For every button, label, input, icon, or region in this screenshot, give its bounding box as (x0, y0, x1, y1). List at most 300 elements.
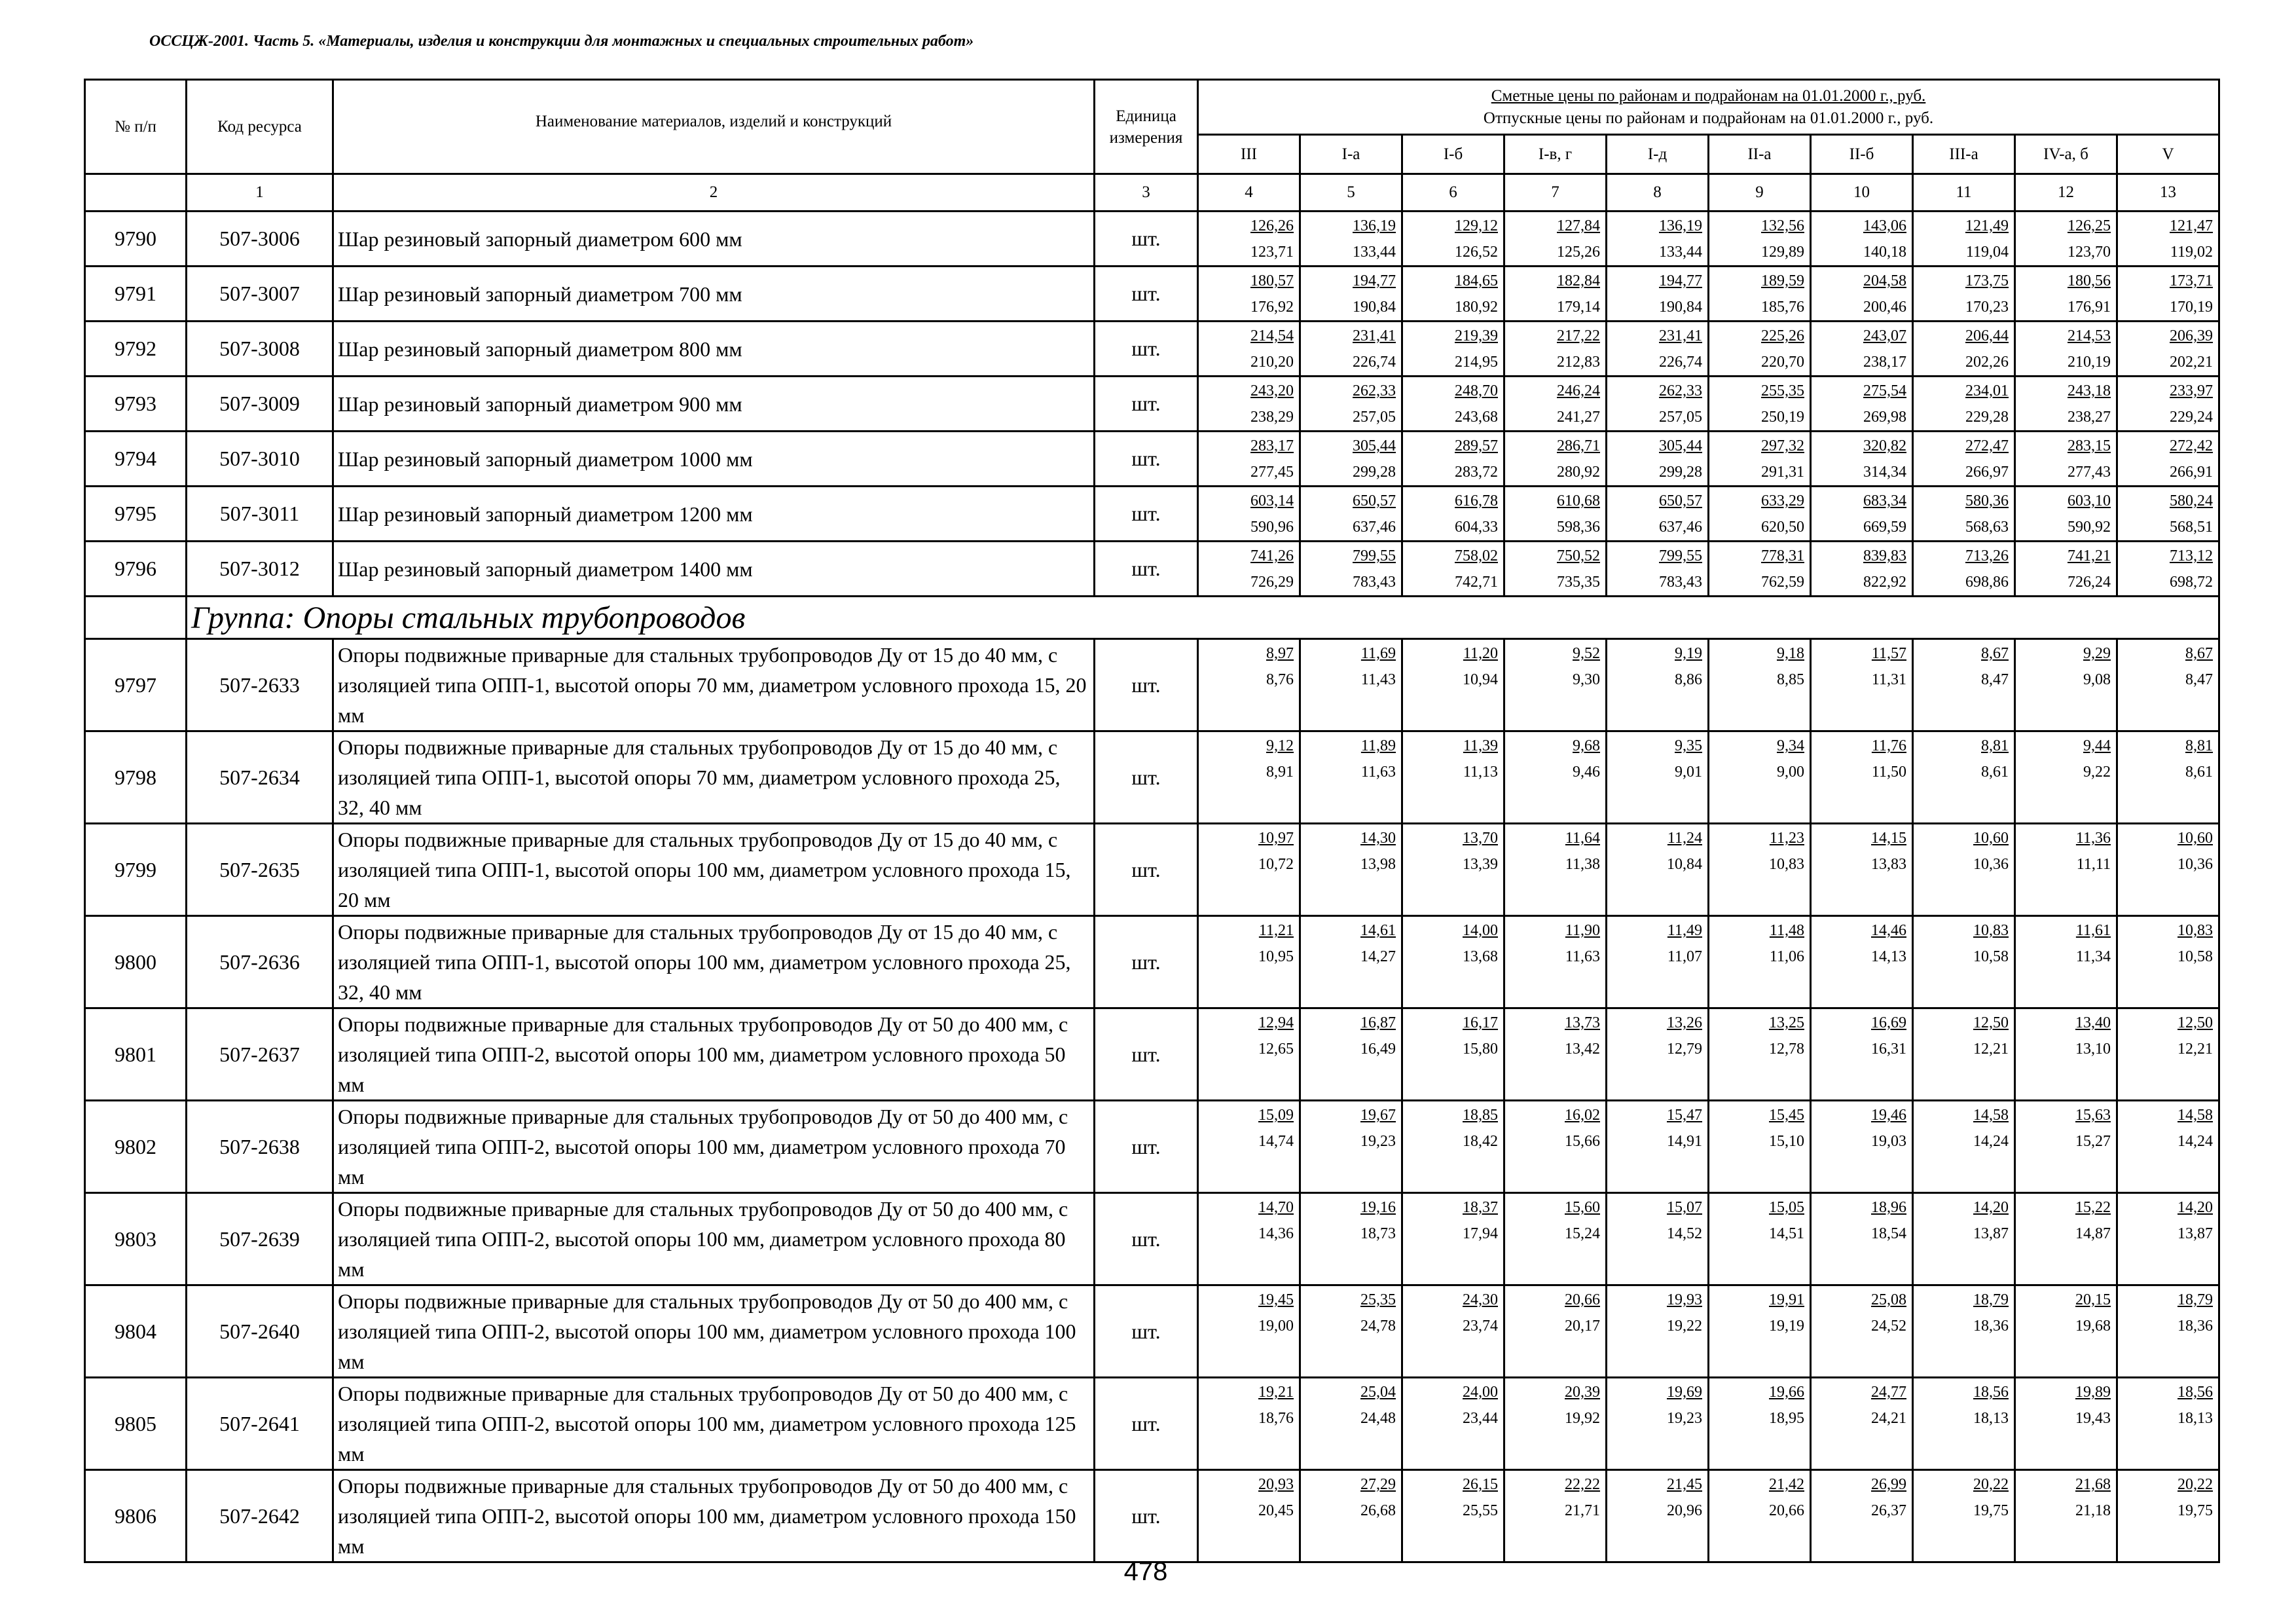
estimated-price: 136,19 (1353, 217, 1396, 234)
estimated-price: 11,39 (1463, 737, 1498, 754)
price-cell (1198, 432, 1300, 487)
price-cell (1300, 639, 1402, 731)
price-cell (1198, 916, 1300, 1008)
estimated-price: 13,70 (1463, 830, 1498, 847)
unit-of-measure: шт. (1095, 731, 1198, 824)
release-price: 19,22 (1667, 1318, 1702, 1335)
release-price: 18,36 (1973, 1318, 2009, 1335)
price-cell (1709, 212, 1811, 267)
release-price: 15,24 (1565, 1225, 1600, 1242)
table-row (85, 267, 2219, 322)
release-price: 15,80 (1463, 1041, 1498, 1058)
release-price: 11,34 (2075, 948, 2111, 965)
price-cell (1198, 487, 1300, 542)
price-cell (1198, 1008, 1300, 1101)
price-table (84, 79, 2220, 1563)
table-row (85, 824, 2219, 916)
release-price: 20,17 (1565, 1318, 1600, 1335)
release-price: 10,95 (1258, 948, 1294, 965)
estimated-price: 10,97 (1258, 830, 1294, 847)
release-price: 14,51 (1769, 1225, 1804, 1242)
price-cell (1504, 1193, 1607, 1285)
price-cell (1913, 639, 2015, 731)
unit-of-measure: шт. (1095, 267, 1198, 322)
price-cell (1300, 267, 1402, 322)
release-price: 126,52 (1455, 244, 1498, 261)
column-number: 8 (1607, 174, 1709, 212)
release-price: 8,76 (1266, 671, 1294, 688)
price-cell (1913, 432, 2015, 487)
estimated-price: 20,15 (2075, 1291, 2111, 1308)
estimated-price: 233,97 (2170, 382, 2214, 399)
item-name: Опоры подвижные приварные для стальных трубопроводов Ду от 50 до 400 мм, с изоляцией типа ОПП-2, высотой опоры 100 мм, диаметром условного прохода 50 мм (333, 1008, 1095, 1101)
estimated-price: 173,75 (1965, 272, 2009, 289)
price-cell (2015, 322, 2117, 377)
estimated-price: 25,35 (1360, 1291, 1396, 1308)
release-price: 11,31 (1871, 671, 1906, 688)
unit-of-measure: шт. (1095, 1285, 1198, 1378)
estimated-price: 132,56 (1761, 217, 1804, 234)
release-price: 8,47 (2185, 671, 2214, 688)
estimated-price: 214,53 (2068, 327, 2111, 344)
estimated-price: 15,45 (1769, 1107, 1804, 1124)
column-number: 10 (1811, 174, 1913, 212)
release-price: 11,06 (1769, 948, 1804, 965)
row-number: 9806 (85, 1470, 187, 1562)
release-price: 10,36 (2178, 856, 2214, 873)
release-price: 129,89 (1761, 244, 1804, 261)
price-cell (2015, 916, 2117, 1008)
release-price: 202,21 (2170, 354, 2214, 371)
table-row (85, 1008, 2219, 1101)
estimated-price: 580,24 (2170, 492, 2214, 509)
price-cell (1811, 487, 1913, 542)
item-name: Опоры подвижные приварные для стальных трубопроводов Ду от 50 до 400 мм, с изоляцией типа ОПП-2, высотой опоры 100 мм, диаметром условного прохода 125 мм (333, 1378, 1095, 1470)
estimated-price: 14,58 (1973, 1107, 2009, 1124)
price-cell (1300, 542, 1402, 597)
release-price: 9,08 (2083, 671, 2111, 688)
column-header-prices (1198, 80, 2219, 135)
estimated-price: 10,83 (1973, 922, 2009, 939)
release-price: 14,91 (1667, 1133, 1702, 1150)
estimated-price: 10,60 (1973, 830, 2009, 847)
estimated-price: 173,71 (2170, 272, 2214, 289)
price-cell (1607, 916, 1709, 1008)
estimated-price: 650,57 (1353, 492, 1396, 509)
release-price: 10,58 (2178, 948, 2214, 965)
release-price: 21,18 (2075, 1502, 2111, 1519)
release-price: 123,70 (2068, 244, 2111, 261)
estimated-price: 11,36 (2075, 830, 2111, 847)
item-name: Шар резиновый запорный диаметром 900 мм (333, 377, 1095, 432)
price-cell (1402, 639, 1504, 731)
price-cell (1504, 916, 1607, 1008)
unit-of-measure: шт. (1095, 1470, 1198, 1562)
estimated-price: 9,68 (1573, 737, 1600, 754)
estimated-price: 11,69 (1360, 645, 1396, 662)
item-name: Шар резиновый запорный диаметром 1200 мм (333, 487, 1095, 542)
estimated-price: 204,58 (1863, 272, 1906, 289)
estimated-price: 650,57 (1659, 492, 1702, 509)
price-cell (1300, 212, 1402, 267)
price-cell (1607, 639, 1709, 731)
estimated-price: 633,29 (1761, 492, 1804, 509)
row-number: 9805 (85, 1378, 187, 1470)
price-cell (1811, 1193, 1913, 1285)
estimated-price: 603,10 (2068, 492, 2111, 509)
release-price: 12,79 (1667, 1041, 1702, 1058)
price-cell (1402, 1378, 1504, 1470)
estimated-price: 14,15 (1871, 830, 1906, 847)
price-cell (1913, 1008, 2015, 1101)
resource-code: 507-3006 (187, 212, 333, 267)
price-cell (1300, 916, 1402, 1008)
estimated-price: 603,14 (1250, 492, 1294, 509)
estimated-price: 272,42 (2170, 437, 2214, 454)
estimated-price: 24,30 (1463, 1291, 1498, 1308)
item-name: Опоры подвижные приварные для стальных трубопроводов Ду от 15 до 40 мм, с изоляцией типа ОПП-1, высотой опоры 100 мм, диаметром условного прохода 15, 20 мм (333, 824, 1095, 916)
estimated-price: 320,82 (1863, 437, 1906, 454)
column-header-name: Наименование материалов, изделий и конструкций (333, 80, 1095, 174)
release-price: 14,24 (2178, 1133, 2214, 1150)
release-price: 637,46 (1659, 519, 1702, 536)
price-cell (1402, 1193, 1504, 1285)
release-price: 212,83 (1557, 354, 1600, 371)
release-price: 238,17 (1863, 354, 1906, 371)
table-row (85, 377, 2219, 432)
price-cell (1504, 1008, 1607, 1101)
price-cell (1709, 1101, 1811, 1193)
price-cell (1709, 1285, 1811, 1378)
price-cell (2015, 212, 2117, 267)
release-price: 266,91 (2170, 464, 2214, 481)
price-cell (1811, 639, 1913, 731)
table-row (85, 322, 2219, 377)
release-price: 119,02 (2170, 244, 2214, 261)
resource-code: 507-3009 (187, 377, 333, 432)
price-cell (1709, 639, 1811, 731)
release-price: 14,52 (1667, 1225, 1702, 1242)
release-price: 314,34 (1863, 464, 1906, 481)
column-header-code: Код ресурса (187, 80, 333, 174)
price-cell (1300, 1008, 1402, 1101)
estimated-price: 225,26 (1761, 327, 1804, 344)
resource-code: 507-3012 (187, 542, 333, 597)
price-cell (2015, 1285, 2117, 1378)
release-price: 8,61 (2185, 764, 2214, 781)
column-number: 6 (1402, 174, 1504, 212)
estimated-price: 126,25 (2068, 217, 2111, 234)
price-cell (1402, 542, 1504, 597)
estimated-price: 14,30 (1360, 830, 1396, 847)
price-cell (1402, 377, 1504, 432)
estimated-price: 13,26 (1667, 1014, 1702, 1031)
price-cell (1198, 322, 1300, 377)
item-name: Опоры подвижные приварные для стальных трубопроводов Ду от 50 до 400 мм, с изоляцией типа ОПП-2, высотой опоры 100 мм, диаметром условного прохода 70 мм (333, 1101, 1095, 1193)
release-price: 226,74 (1659, 354, 1702, 371)
price-cell (1300, 322, 1402, 377)
estimated-price: 19,66 (1769, 1384, 1804, 1401)
estimated-price: 16,17 (1463, 1014, 1498, 1031)
release-price: 13,68 (1463, 948, 1498, 965)
release-price: 119,04 (1965, 244, 2009, 261)
release-price: 24,48 (1360, 1410, 1396, 1427)
price-cell (1811, 322, 1913, 377)
release-price: 229,28 (1965, 409, 2009, 426)
column-number: 12 (2015, 174, 2117, 212)
page-number: 478 (1123, 1557, 1168, 1586)
estimated-price: 182,84 (1557, 272, 1600, 289)
price-cell (1811, 916, 1913, 1008)
resource-code: 507-3010 (187, 432, 333, 487)
table-row (85, 212, 2219, 267)
estimated-price: 799,55 (1659, 547, 1702, 564)
release-price: 604,33 (1455, 519, 1498, 536)
release-price: 18,54 (1871, 1225, 1906, 1242)
release-price: 13,98 (1360, 856, 1396, 873)
release-price: 190,84 (1353, 299, 1396, 316)
estimated-price: 19,45 (1258, 1291, 1294, 1308)
release-price: 19,23 (1360, 1133, 1396, 1150)
estimated-price: 19,21 (1258, 1384, 1294, 1401)
release-price: 23,44 (1463, 1410, 1498, 1427)
estimated-price: 121,49 (1965, 217, 2009, 234)
region-header: III-а (1913, 135, 2015, 174)
release-price: 8,86 (1675, 671, 1702, 688)
price-cell (1402, 1101, 1504, 1193)
estimated-price: 26,15 (1463, 1476, 1498, 1493)
release-price: 590,96 (1250, 519, 1294, 536)
release-price: 9,30 (1573, 671, 1600, 688)
unit-of-measure: шт. (1095, 487, 1198, 542)
release-price: 220,70 (1761, 354, 1804, 371)
release-price: 243,68 (1455, 409, 1498, 426)
release-price: 14,36 (1258, 1225, 1294, 1242)
price-cell (1607, 1378, 1709, 1470)
price-cell (1811, 542, 1913, 597)
release-price: 8,91 (1266, 764, 1294, 781)
estimated-price: 18,56 (2178, 1384, 2214, 1401)
price-cell (2015, 1101, 2117, 1193)
region-header: I-в, г (1504, 135, 1607, 174)
estimated-price: 283,17 (1250, 437, 1294, 454)
release-price: 277,43 (2068, 464, 2111, 481)
price-cell (1913, 542, 2015, 597)
release-price: 13,87 (2178, 1225, 2214, 1242)
release-price: 179,14 (1557, 299, 1600, 316)
release-price: 822,92 (1863, 574, 1906, 591)
release-price: 11,38 (1565, 856, 1600, 873)
estimated-price: 11,90 (1565, 922, 1600, 939)
price-cell (2117, 487, 2219, 542)
estimated-price: 189,59 (1761, 272, 1804, 289)
header-row-1 (85, 80, 2219, 135)
estimated-price: 262,33 (1353, 382, 1396, 399)
price-cell (1811, 1101, 1913, 1193)
estimated-price: 21,42 (1769, 1476, 1804, 1493)
release-price: 11,07 (1667, 948, 1702, 965)
release-price: 133,44 (1659, 244, 1702, 261)
release-price: 12,21 (2178, 1041, 2214, 1058)
release-price: 10,36 (1973, 856, 2009, 873)
group-title: Группа: Опоры стальных трубопроводов (187, 597, 2219, 639)
price-cell (1709, 731, 1811, 824)
price-cell (2015, 1378, 2117, 1470)
estimated-price: 19,89 (2075, 1384, 2111, 1401)
estimated-price: 21,68 (2075, 1476, 2111, 1493)
release-price: 17,94 (1463, 1225, 1498, 1242)
resource-code: 507-3011 (187, 487, 333, 542)
estimated-price: 275,54 (1863, 382, 1906, 399)
estimated-price: 214,54 (1250, 327, 1294, 344)
estimated-price: 129,12 (1455, 217, 1498, 234)
price-cell (1607, 322, 1709, 377)
row-number: 9803 (85, 1193, 187, 1285)
release-price: 210,20 (1250, 354, 1294, 371)
row-number: 9793 (85, 377, 187, 432)
item-name: Опоры подвижные приварные для стальных трубопроводов Ду от 15 до 40 мм, с изоляцией типа ОПП-1, высотой опоры 100 мм, диаметром условного прохода 25, 32, 40 мм (333, 916, 1095, 1008)
price-cell (1198, 1378, 1300, 1470)
estimated-price: 11,61 (2075, 922, 2111, 939)
estimated-price: 11,49 (1667, 922, 1702, 939)
estimated-price: 126,26 (1250, 217, 1294, 234)
estimated-price: 8,81 (2185, 737, 2214, 754)
release-price: 12,21 (1973, 1041, 2009, 1058)
estimated-price: 206,39 (2170, 327, 2214, 344)
price-cell (1607, 1193, 1709, 1285)
price-cell (1607, 542, 1709, 597)
unit-of-measure: шт. (1095, 1193, 1198, 1285)
estimated-price: 11,21 (1258, 922, 1294, 939)
estimated-price: 19,93 (1667, 1291, 1702, 1308)
table-row (85, 1378, 2219, 1470)
row-number: 9796 (85, 542, 187, 597)
price-cell (2117, 322, 2219, 377)
estimated-price: 9,35 (1675, 737, 1702, 754)
price-cell (2117, 542, 2219, 597)
estimated-price: 255,35 (1761, 382, 1804, 399)
price-cell (2117, 1285, 2219, 1378)
estimated-price: 15,63 (2075, 1107, 2111, 1124)
price-cell (1402, 916, 1504, 1008)
release-price: 20,45 (1258, 1502, 1294, 1519)
release-price: 15,27 (2075, 1133, 2111, 1150)
estimated-price: 15,07 (1667, 1199, 1702, 1216)
estimated-price: 127,84 (1557, 217, 1600, 234)
estimated-price: 19,69 (1667, 1384, 1702, 1401)
price-cell (1607, 487, 1709, 542)
estimated-price: 11,23 (1769, 830, 1804, 847)
header-row-column-numbers (85, 174, 2219, 212)
estimated-price: 248,70 (1455, 382, 1498, 399)
estimated-price: 11,76 (1871, 737, 1906, 754)
price-cell (1607, 1008, 1709, 1101)
release-price: 283,72 (1455, 464, 1498, 481)
table-row (85, 487, 2219, 542)
estimated-price: 26,99 (1871, 1476, 1906, 1493)
price-cell (1913, 322, 2015, 377)
price-cell (1198, 731, 1300, 824)
estimated-price: 14,61 (1360, 922, 1396, 939)
price-cell (2117, 1193, 2219, 1285)
price-cell (2117, 1470, 2219, 1562)
price-cell (1607, 267, 1709, 322)
release-price: 11,11 (2076, 856, 2111, 873)
resource-code: 507-2634 (187, 731, 333, 824)
estimated-price: 10,60 (2178, 830, 2214, 847)
unit-of-measure: шт. (1095, 1378, 1198, 1470)
price-cell (1709, 1008, 1811, 1101)
unit-of-measure: шт. (1095, 432, 1198, 487)
release-price: 269,98 (1863, 409, 1906, 426)
estimated-price: 12,50 (1973, 1014, 2009, 1031)
table-row (85, 1193, 2219, 1285)
release-price: 14,24 (1973, 1133, 2009, 1150)
price-cell (2117, 1378, 2219, 1470)
price-cell (1709, 1378, 1811, 1470)
prices-title-estimated: Сметные цены по районам и подрайонам на 01.01.2000 г., руб. (1491, 86, 1926, 105)
estimated-price: 15,09 (1258, 1107, 1294, 1124)
price-cell (1709, 542, 1811, 597)
price-cell (1607, 377, 1709, 432)
price-cell (1402, 212, 1504, 267)
estimated-price: 305,44 (1659, 437, 1702, 454)
estimated-price: 713,12 (2170, 547, 2214, 564)
release-price: 133,44 (1353, 244, 1396, 261)
row-number: 9790 (85, 212, 187, 267)
release-price: 238,27 (2068, 409, 2111, 426)
price-cell (1504, 639, 1607, 731)
price-cell (1402, 1008, 1504, 1101)
unit-of-measure: шт. (1095, 824, 1198, 916)
release-price: 698,86 (1965, 574, 2009, 591)
release-price: 10,72 (1258, 856, 1294, 873)
price-cell (2015, 639, 2117, 731)
release-price: 20,96 (1667, 1502, 1702, 1519)
row-number: 9804 (85, 1285, 187, 1378)
table-row (85, 1470, 2219, 1562)
estimated-price: 27,29 (1360, 1476, 1396, 1493)
release-price: 8,61 (1981, 764, 2009, 781)
price-cell (1709, 824, 1811, 916)
release-price: 11,43 (1360, 671, 1396, 688)
price-cell (1913, 1193, 2015, 1285)
price-cell (2015, 432, 2117, 487)
release-price: 10,58 (1973, 948, 2009, 965)
price-cell (1198, 377, 1300, 432)
release-price: 170,19 (2170, 299, 2214, 316)
column-number: 11 (1913, 174, 2015, 212)
estimated-price: 14,20 (2178, 1199, 2214, 1216)
resource-code: 507-2640 (187, 1285, 333, 1378)
estimated-price: 14,20 (1973, 1199, 2009, 1216)
estimated-price: 18,79 (2178, 1291, 2214, 1308)
price-cell (1504, 267, 1607, 322)
release-price: 24,21 (1871, 1410, 1906, 1427)
release-price: 620,50 (1761, 519, 1804, 536)
price-cell (1300, 487, 1402, 542)
item-name: Опоры подвижные приварные для стальных трубопроводов Ду от 15 до 40 мм, с изоляцией типа ОПП-1, высотой опоры 70 мм, диаметром условного прохода 25, 32, 40 мм (333, 731, 1095, 824)
row-number: 9800 (85, 916, 187, 1008)
release-price: 24,52 (1871, 1318, 1906, 1335)
price-cell (1913, 487, 2015, 542)
estimated-price: 16,02 (1565, 1107, 1600, 1124)
estimated-price: 24,77 (1871, 1384, 1906, 1401)
price-cell (2117, 731, 2219, 824)
release-price: 783,43 (1659, 574, 1702, 591)
estimated-price: 14,00 (1463, 922, 1498, 939)
price-cell (2015, 542, 2117, 597)
